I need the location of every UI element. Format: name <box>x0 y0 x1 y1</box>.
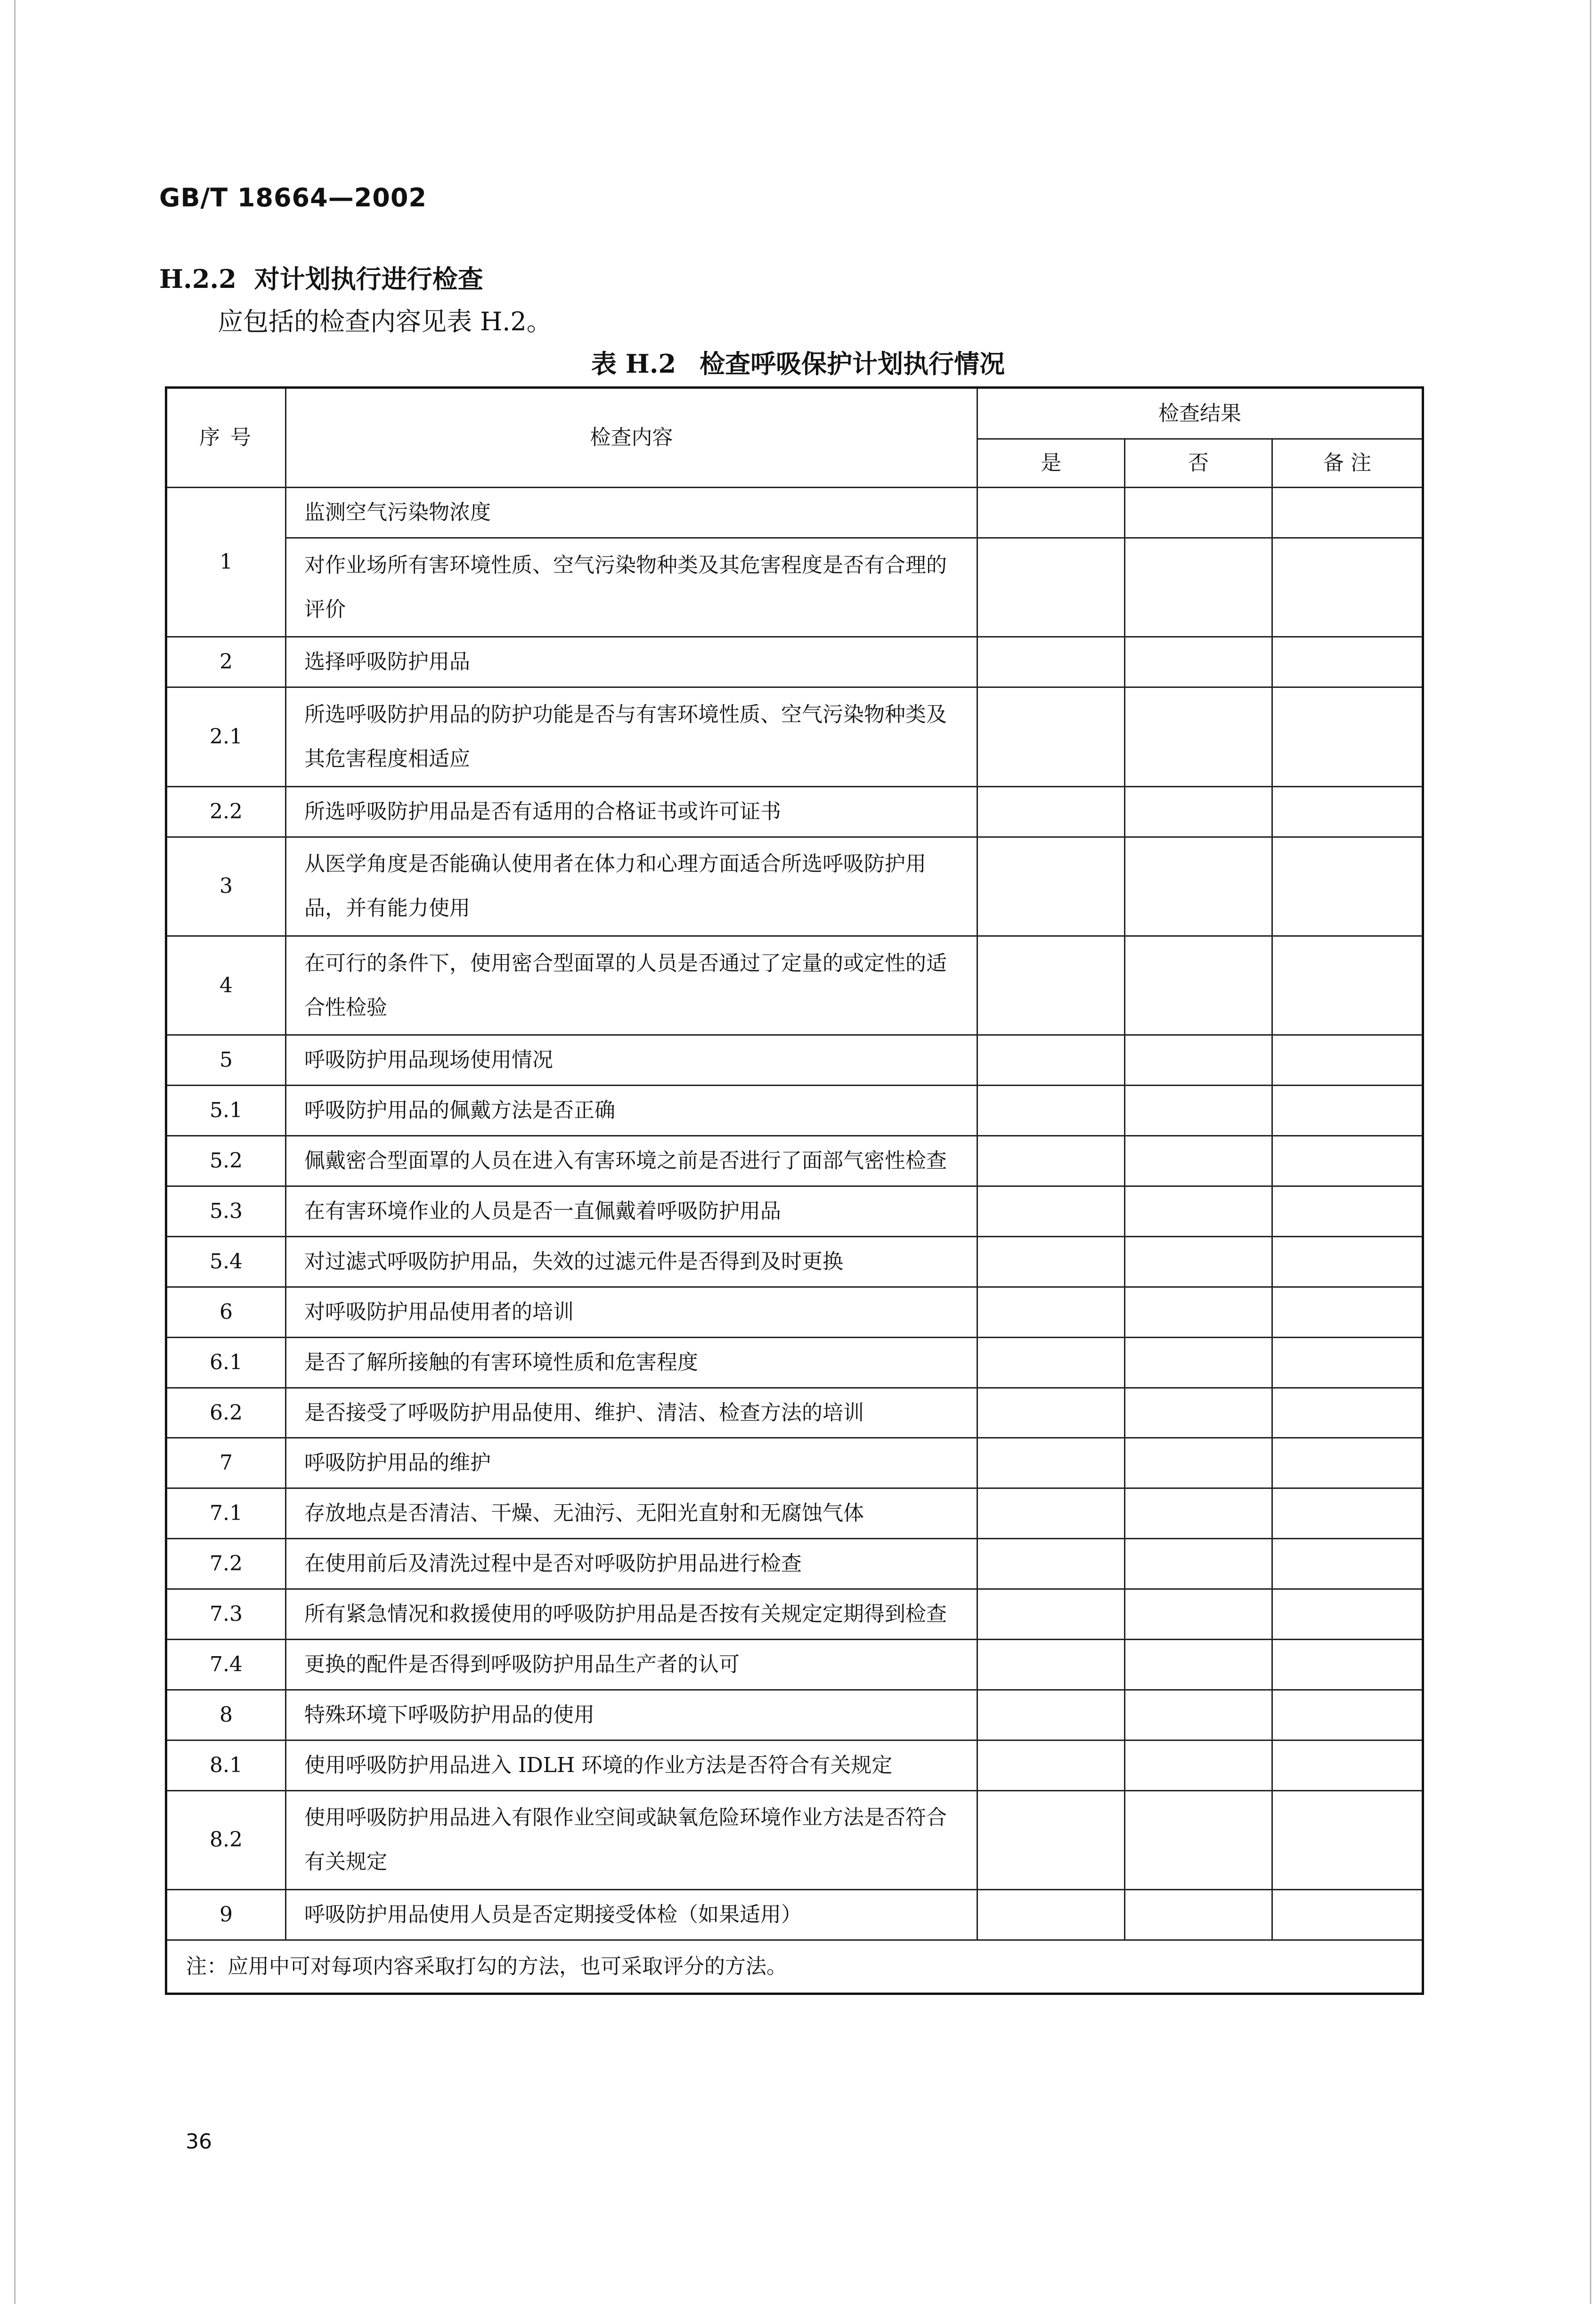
row-seq: 5.2 <box>166 1136 286 1186</box>
cell-yes[interactable] <box>977 1186 1125 1237</box>
cell-yes[interactable] <box>977 1337 1125 1388</box>
cell-note[interactable] <box>1272 1236 1423 1287</box>
cell-yes[interactable] <box>977 1539 1125 1589</box>
cell-yes[interactable] <box>977 936 1125 1035</box>
cell-no[interactable] <box>1125 488 1272 538</box>
row-content: 是否接受了呼吸防护用品使用、维护、清洁、检查方法的培训 <box>286 1388 977 1438</box>
row-content: 使用呼吸防护用品进入有限作业空间或缺氧危险环境作业方法是否符合有关规定 <box>286 1790 977 1889</box>
table-row <box>166 1186 1423 1237</box>
table-row <box>166 1790 1423 1889</box>
cell-no[interactable] <box>1125 1690 1272 1740</box>
cell-yes[interactable] <box>977 1438 1125 1488</box>
table-row <box>166 1690 1423 1740</box>
row-seq: 2.2 <box>166 786 286 837</box>
cell-yes[interactable] <box>977 1086 1125 1136</box>
cell-no[interactable] <box>1125 1337 1272 1388</box>
cell-yes[interactable] <box>977 1136 1125 1186</box>
row-content: 在可行的条件下，使用密合型面罩的人员是否通过了定量的或定性的适合性检验 <box>286 936 977 1035</box>
table-row <box>166 1589 1423 1640</box>
table-row <box>166 936 1423 1035</box>
cell-note[interactable] <box>1272 1539 1423 1589</box>
header-content: 检查内容 <box>286 388 977 488</box>
cell-no[interactable] <box>1125 1639 1272 1690</box>
cell-no[interactable] <box>1125 1035 1272 1086</box>
row-seq: 7.1 <box>166 1488 286 1539</box>
row-content: 使用呼吸防护用品进入 IDLH 环境的作业方法是否符合有关规定 <box>286 1740 977 1790</box>
cell-no[interactable] <box>1125 1790 1272 1889</box>
row-seq: 2.1 <box>166 687 286 786</box>
cell-no[interactable] <box>1125 936 1272 1035</box>
table-row <box>166 1388 1423 1438</box>
cell-no[interactable] <box>1125 687 1272 786</box>
cell-no[interactable] <box>1125 538 1272 637</box>
table-row <box>166 488 1423 538</box>
row-content: 呼吸防护用品使用人员是否定期接受体检（如果适用） <box>286 1890 977 1940</box>
cell-yes[interactable] <box>977 538 1125 637</box>
cell-note[interactable] <box>1272 1337 1423 1388</box>
cell-no[interactable] <box>1125 1136 1272 1186</box>
cell-yes[interactable] <box>977 637 1125 687</box>
table-row <box>166 1539 1423 1589</box>
row-content: 更换的配件是否得到呼吸防护用品生产者的认可 <box>286 1639 977 1690</box>
cell-no[interactable] <box>1125 1488 1272 1539</box>
cell-note[interactable] <box>1272 687 1423 786</box>
cell-yes[interactable] <box>977 1890 1125 1940</box>
cell-no[interactable] <box>1125 1539 1272 1589</box>
row-content: 呼吸防护用品的维护 <box>286 1438 977 1488</box>
cell-yes[interactable] <box>977 488 1125 538</box>
row-seq: 8 <box>166 1690 286 1740</box>
row-seq: 7.3 <box>166 1589 286 1640</box>
table-row <box>166 1287 1423 1337</box>
table-caption <box>0 344 1596 380</box>
section-title: 对计划执行进行检查 <box>254 264 483 294</box>
table-row <box>166 687 1423 786</box>
row-content: 存放地点是否清洁、干燥、无油污、无阳光直射和无腐蚀气体 <box>286 1488 977 1539</box>
table-note-row <box>166 1940 1423 1994</box>
page-number: 36 <box>186 2130 212 2154</box>
cell-no[interactable] <box>1125 637 1272 687</box>
cell-no[interactable] <box>1125 837 1272 936</box>
row-seq: 4 <box>166 936 286 1035</box>
cell-yes[interactable] <box>977 1589 1125 1640</box>
cell-no[interactable] <box>1125 1388 1272 1438</box>
cell-yes[interactable] <box>977 1035 1125 1086</box>
table-row <box>166 1639 1423 1690</box>
cell-yes[interactable] <box>977 1388 1125 1438</box>
row-content: 佩戴密合型面罩的人员在进入有害环境之前是否进行了面部气密性检查 <box>286 1136 977 1186</box>
row-seq: 2 <box>166 637 286 687</box>
cell-no[interactable] <box>1125 1236 1272 1287</box>
table-row <box>166 637 1423 687</box>
cell-note[interactable] <box>1272 1790 1423 1889</box>
cell-no[interactable] <box>1125 1589 1272 1640</box>
row-seq: 7.4 <box>166 1639 286 1690</box>
cell-note[interactable] <box>1272 936 1423 1035</box>
row-content: 呼吸防护用品的佩戴方法是否正确 <box>286 1086 977 1136</box>
cell-note[interactable] <box>1272 1388 1423 1438</box>
cell-yes[interactable] <box>977 1236 1125 1287</box>
row-content: 选择呼吸防护用品 <box>286 637 977 687</box>
cell-yes[interactable] <box>977 1639 1125 1690</box>
cell-note[interactable] <box>1272 1690 1423 1740</box>
cell-yes[interactable] <box>977 1488 1125 1539</box>
cell-note[interactable] <box>1272 786 1423 837</box>
cell-yes[interactable] <box>977 1790 1125 1889</box>
table-caption-number: 表 H.2 <box>591 349 676 379</box>
table-row <box>166 538 1423 637</box>
row-content: 从医学角度是否能确认使用者在体力和心理方面适合所选呼吸防护用品，并有能力使用 <box>286 837 977 936</box>
cell-no[interactable] <box>1125 786 1272 837</box>
row-seq: 8.1 <box>166 1740 286 1790</box>
row-content: 是否了解所接触的有害环境性质和危害程度 <box>286 1337 977 1388</box>
cell-yes[interactable] <box>977 1740 1125 1790</box>
cell-note[interactable] <box>1272 637 1423 687</box>
row-content: 所有紧急情况和救援使用的呼吸防护用品是否按有关规定定期得到检查 <box>286 1589 977 1640</box>
row-seq: 1 <box>166 488 286 637</box>
cell-note[interactable] <box>1272 488 1423 538</box>
row-seq: 5.4 <box>166 1236 286 1287</box>
row-seq: 8.2 <box>166 1790 286 1889</box>
cell-note[interactable] <box>1272 1589 1423 1640</box>
cell-note[interactable] <box>1272 1035 1423 1086</box>
row-content: 呼吸防护用品现场使用情况 <box>286 1035 977 1086</box>
cell-yes[interactable] <box>977 786 1125 837</box>
row-seq: 7.2 <box>166 1539 286 1589</box>
cell-no[interactable] <box>1125 1287 1272 1337</box>
row-seq: 3 <box>166 837 286 936</box>
table-row <box>166 1488 1423 1539</box>
row-seq: 6.2 <box>166 1388 286 1438</box>
header-seq: 序 号 <box>166 388 286 488</box>
section-number: H.2.2 <box>159 264 236 294</box>
table-row <box>166 1136 1423 1186</box>
header-note: 备 注 <box>1272 439 1423 488</box>
row-content: 对呼吸防护用品使用者的培训 <box>286 1287 977 1337</box>
row-seq: 5 <box>166 1035 286 1086</box>
table-row <box>166 1086 1423 1136</box>
table-row <box>166 837 1423 936</box>
cell-note[interactable] <box>1272 1186 1423 1237</box>
table-row <box>166 1236 1423 1287</box>
cell-note[interactable] <box>1272 1488 1423 1539</box>
cell-note[interactable] <box>1272 1086 1423 1136</box>
inspection-table <box>165 386 1424 1995</box>
table-note: 注：应用中可对每项内容采取打勾的方法，也可采取评分的方法。 <box>166 1940 1423 1994</box>
cell-no[interactable] <box>1125 1086 1272 1136</box>
table-row <box>166 1740 1423 1790</box>
cell-note[interactable] <box>1272 1438 1423 1488</box>
cell-yes[interactable] <box>977 837 1125 936</box>
row-content: 在使用前后及清洗过程中是否对呼吸防护用品进行检查 <box>286 1539 977 1589</box>
table-row <box>166 786 1423 837</box>
cell-yes[interactable] <box>977 1690 1125 1740</box>
row-content: 监测空气污染物浓度 <box>286 488 977 538</box>
header-yes: 是 <box>977 439 1125 488</box>
cell-no[interactable] <box>1125 1438 1272 1488</box>
row-content: 所选呼吸防护用品的防护功能是否与有害环境性质、空气污染物种类及其危害程度相适应 <box>286 687 977 786</box>
row-seq: 6 <box>166 1287 286 1337</box>
cell-note[interactable] <box>1272 837 1423 936</box>
cell-yes[interactable] <box>977 687 1125 786</box>
cell-no[interactable] <box>1125 1740 1272 1790</box>
row-seq: 5.3 <box>166 1186 286 1237</box>
row-content: 特殊环境下呼吸防护用品的使用 <box>286 1690 977 1740</box>
header-result-group: 检查结果 <box>977 388 1423 439</box>
table-row <box>166 1438 1423 1488</box>
row-content: 对作业场所有害环境性质、空气污染物种类及其危害程度是否有合理的评价 <box>286 538 977 637</box>
row-seq: 9 <box>166 1890 286 1940</box>
table-row <box>166 1035 1423 1086</box>
standard-code: GB/T 18664—2002 <box>159 183 427 212</box>
cell-yes[interactable] <box>977 1287 1125 1337</box>
row-seq: 6.1 <box>166 1337 286 1388</box>
cell-note[interactable] <box>1272 1136 1423 1186</box>
cell-note[interactable] <box>1272 1287 1423 1337</box>
table-row <box>166 1337 1423 1388</box>
cell-note[interactable] <box>1272 538 1423 637</box>
row-seq: 5.1 <box>166 1086 286 1136</box>
cell-note[interactable] <box>1272 1890 1423 1940</box>
table-caption-title: 检查呼吸保护计划执行情况 <box>700 349 1005 379</box>
cell-no[interactable] <box>1125 1890 1272 1940</box>
section-heading <box>159 259 483 295</box>
row-seq: 7 <box>166 1438 286 1488</box>
row-content: 对过滤式呼吸防护用品，失效的过滤元件是否得到及时更换 <box>286 1236 977 1287</box>
cell-note[interactable] <box>1272 1639 1423 1690</box>
table-row <box>166 1890 1423 1940</box>
cell-note[interactable] <box>1272 1740 1423 1790</box>
cell-no[interactable] <box>1125 1186 1272 1237</box>
header-no: 否 <box>1125 439 1272 488</box>
section-intro: 应包括的检查内容见表 H.2。 <box>218 307 552 336</box>
row-content: 所选呼吸防护用品是否有适用的合格证书或许可证书 <box>286 786 977 837</box>
row-content: 在有害环境作业的人员是否一直佩戴着呼吸防护用品 <box>286 1186 977 1237</box>
